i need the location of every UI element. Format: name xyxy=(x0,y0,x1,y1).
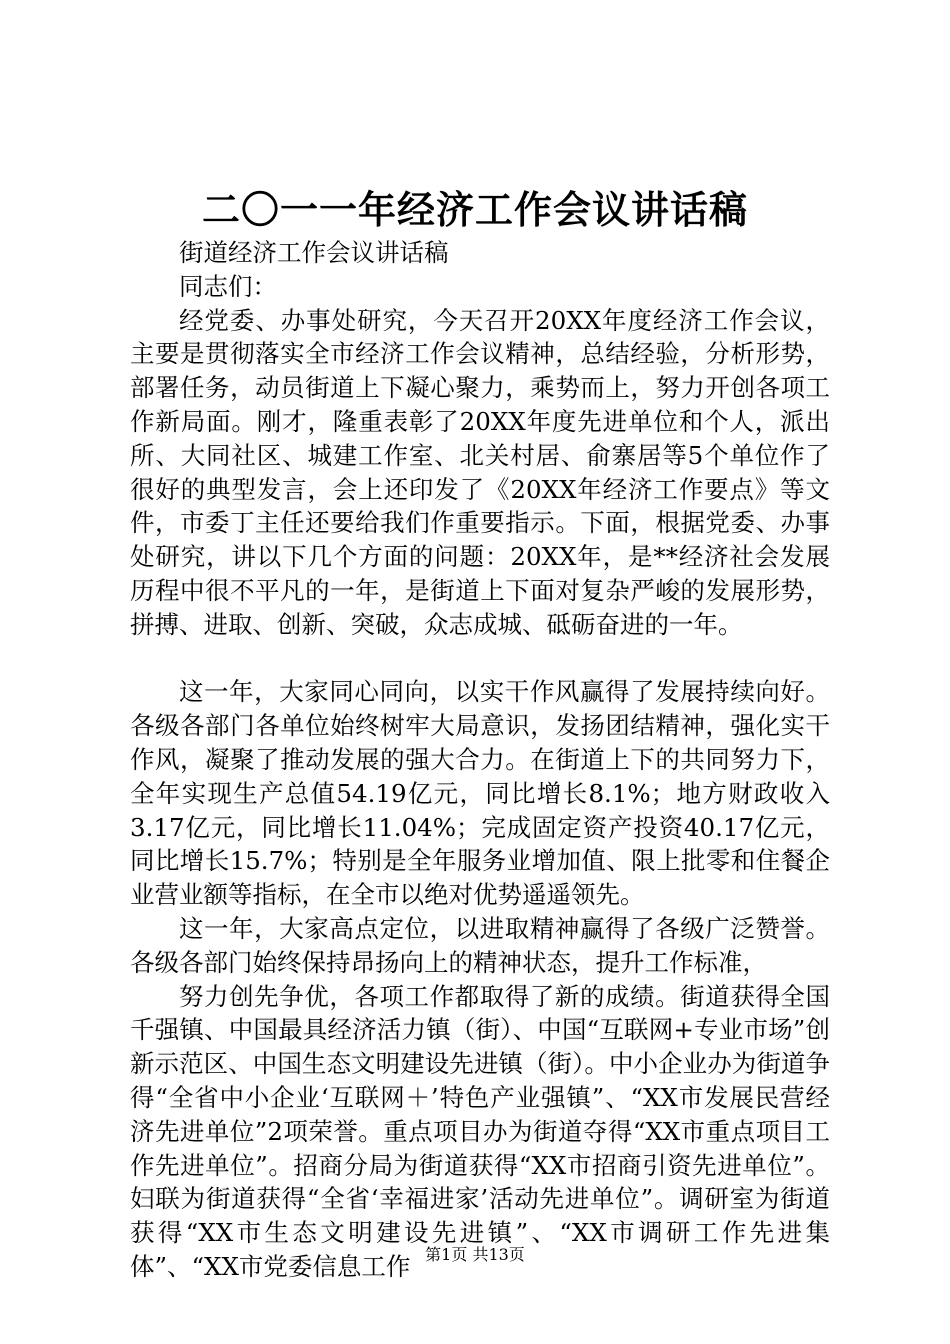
paragraph-subtitle: 街道经济工作会议讲话稿 xyxy=(179,238,449,267)
paragraph-development: 这一年，大家同心同向，以实干作风赢得了发展持续向好。各级各部门各单位始终树牢大局意识，发扬团结精神，强化实干作风，凝聚了推动发展的强大合力。在街道上下的共同努力下，全年实现生产总值54.19亿元，同比增长8.1%；地方财政收入3.17亿元，同比增长11.04%；完成固定资产投资40.17亿元，同比增长15.7%；特别是全年服务业增加值、限上批零和住餐企业营业额等指标，在全市以绝对优势遥遥领先。 xyxy=(130,677,830,910)
paragraph-honors: 努力创先争优，各项工作都取得了新的成绩。街道获得全国千强镇、中国最具经济活力镇（街）、中国“互联网+专业市场”创新示范区、中国生态文明建设先进镇（街）。中小企业办为街道争得“全省中小企业‘互联网＋’特色产业强镇”、“XX市发展民营经济先进单位”2项荣誉。重点项目办为街道夺得“XX市重点项目工作先进单位”。招商分局为街道获得“XX市招商引资先进单位”。妇联为街道获得“全省‘幸福进家’活动先进单位”。调研室为街道获得“XX市生态文明建设先进镇”、“XX市调研工作先进集体”、“XX市党委信息工作 xyxy=(130,981,830,1281)
page-indicator: 第1页 共13页 xyxy=(425,1245,525,1264)
paragraph-intro: 经党委、办事处研究，今天召开20XX年度经济工作会议，主要是贯彻落实全市经济工作会议精神，总结经验，分析形势，部署任务，动员街道上下凝心聚力，乘势而上，努力开创各项工作新局面。刚才，隆重表彰了20XX年度先进单位和个人，派出所、大同社区、城建工作室、北关村居、俞寨居等5个单位作了很好的典型发言，会上还印发了《20XX年经济工作要点》等文件，市委丁主任还要给我们作重要指示。下面，根据党委、办事处研究，讲以下几个方面的问题：20XX年，是**经济社会发展历程中很不平凡的一年，是街道上下面对复杂严峻的发展形势，拼搏、进取、创新、突破，众志成城、砥砺奋进的一年。 xyxy=(130,305,830,639)
document-title: 二〇一一年经济工作会议讲话稿 xyxy=(201,187,748,232)
paragraph-recognition: 这一年，大家高点定位，以进取精神赢得了各级广泛赞誉。各级各部门始终保持昂扬向上的精神状态，提升工作标准， xyxy=(130,913,830,977)
paragraph-salutation: 同志们： xyxy=(179,271,277,301)
document-body xyxy=(130,236,830,1284)
